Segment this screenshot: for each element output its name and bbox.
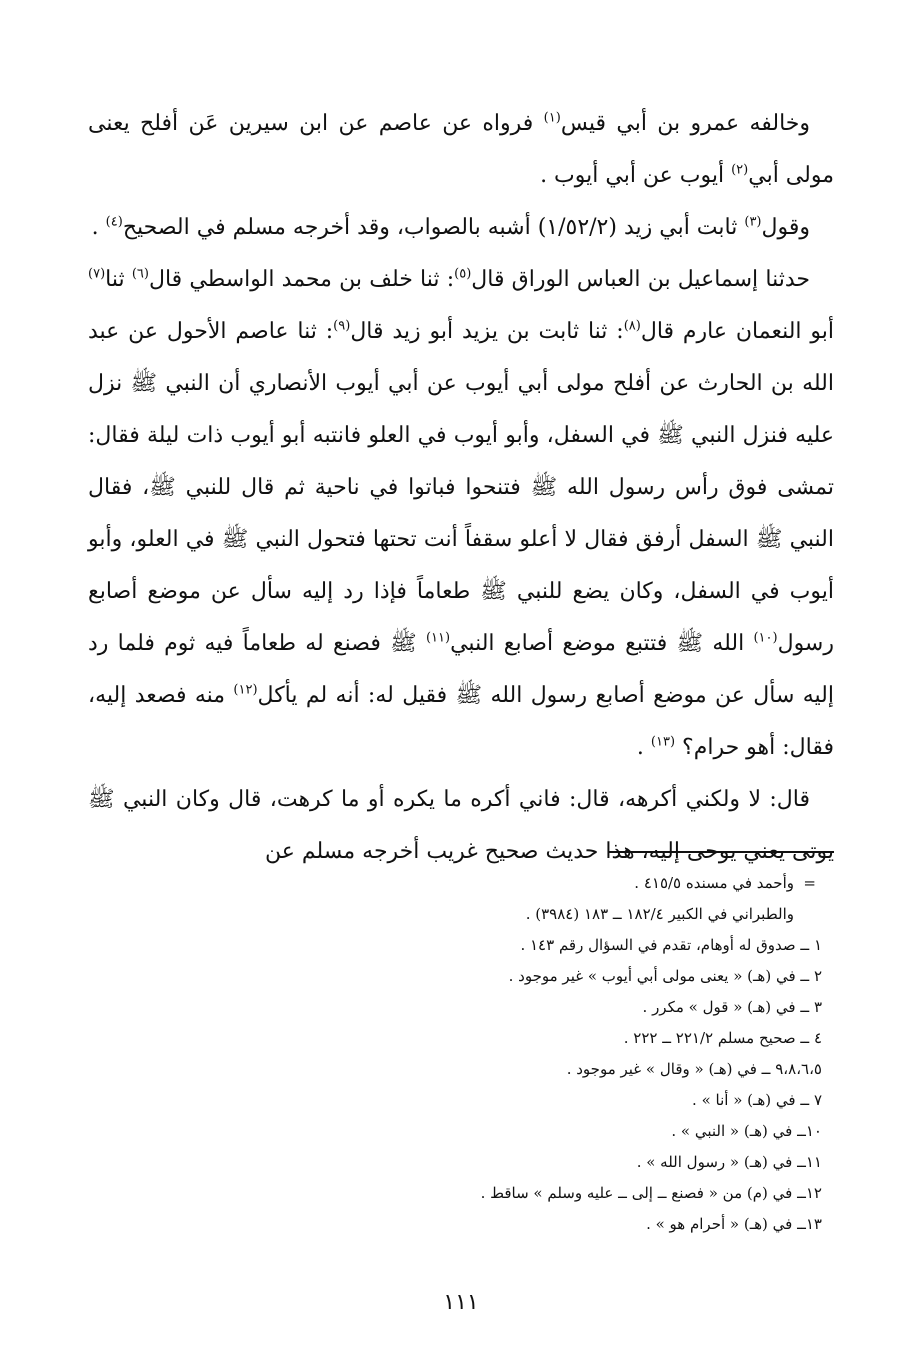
footnote-item: ٩،٨،٦،٥ ــ في (هـ) « وقال » غير موجود . bbox=[566, 1060, 822, 1078]
paragraph-3 bbox=[88, 254, 834, 774]
footnote-ref: (١٠) bbox=[753, 630, 778, 646]
footnote-item: ٧ ــ في (هـ) « أنا » . bbox=[692, 1091, 822, 1109]
text-run: : ثنا ثابت بن يزيد أبو زيد قال bbox=[350, 319, 624, 344]
paragraph-2 bbox=[88, 202, 834, 254]
footnote-ref: (٢) bbox=[731, 162, 749, 178]
footnote-ref: (٦) bbox=[131, 266, 149, 282]
footnote-continuation bbox=[262, 868, 822, 899]
footnote-item: ١١ــ في (هـ) « رسول الله » . bbox=[636, 1153, 822, 1171]
footnote-item: ١٣ــ في (هـ) « أحرام هو » . bbox=[646, 1215, 822, 1233]
text-run: وخالفه عمرو بن أبي قيس bbox=[560, 111, 810, 136]
text-run: فرواه عن عاصم عن ابن سيرين عَن أفلح يعنى مولى أبي bbox=[88, 111, 834, 188]
text-run: وقول bbox=[761, 215, 810, 240]
footnote-ref: (٨) bbox=[623, 318, 641, 334]
footnote-continuation: والطبراني في الكبير ١٨٢/٤ ــ ١٨٣ (٣٩٨٤) . bbox=[525, 905, 794, 923]
text-run: ثابت أبي زيد (١/٥٢/٢) أشبه بالصواب، وقد أخرجه مسلم في الصحيح bbox=[122, 215, 745, 240]
footnote-item: ١ ــ صدوق له أوهام، تقدم في السؤال رقم ١٤٣ . bbox=[520, 936, 822, 954]
text-run: الله ﷺ فتتبع موضع أصابع النبي bbox=[450, 631, 754, 656]
footnote-ref: (٩) bbox=[333, 318, 351, 334]
text-run: أبو النعمان عارم قال bbox=[640, 319, 834, 344]
paragraph-4: قال: لا ولكني أكرهه، قال: فاني أكره ما يكره أو ما كرهت، قال وكان النبي ﷺ يوتى يعني يوحى إليه، هذا حديث صحيح غريب أخرجه مسلم عن bbox=[88, 787, 834, 864]
text-run: ﷺ فصنع له طعاماً فيه ثوم فلما رد إليه سأل عن موضع أصابع رسول الله ﷺ فقيل له: أنه لم يأكل bbox=[88, 631, 834, 708]
footnote-ref: (٧) bbox=[88, 266, 106, 282]
text-run: : ثنا خلف بن محمد الواسطي قال bbox=[148, 267, 455, 292]
footnote-text: وأحمد في مسنده ٤١٥/٥ . bbox=[634, 874, 794, 892]
footnote-ref: (٤) bbox=[105, 214, 123, 230]
text-run: . bbox=[636, 735, 651, 760]
page-number: ١١١ bbox=[443, 1290, 479, 1315]
footnote-divider bbox=[609, 851, 834, 853]
footnote-ref: (٣) bbox=[744, 214, 762, 230]
footnote-ref: (١) bbox=[543, 110, 561, 126]
footnotes bbox=[262, 868, 822, 1240]
footnote-item: ٣ ــ في (هـ) « قول » مكرر . bbox=[642, 998, 822, 1016]
paragraph-1 bbox=[88, 98, 834, 202]
footnote-item: ١٠ــ في (هـ) « النبي » . bbox=[671, 1122, 822, 1140]
continuation-mark: = bbox=[803, 874, 816, 892]
footnote-ref: (١٣) bbox=[650, 734, 676, 750]
footnote-item: ٤ ــ صحيح مسلم ٢٢١/٢ ــ ٢٢٢ . bbox=[623, 1029, 822, 1047]
footnote-ref: (١١) bbox=[425, 630, 451, 646]
text-run: : ثنا عاصم الأحول عن عبد الله بن الحارث عن أفلح مولى أبي أيوب عن أبي أيوب الأنصاري أن النبي ﷺ نزل عليه فنزل النبي ﷺ في السفل، وأبو أيوب في العلو فانتبه أبو أيوب ذات ليلة فقال: تمشى فوق رأس رسول الله ﷺ فتنحوا فباتوا في ناحية ثم قال للنبي ﷺ، فقال النبي ﷺ السفل أرفق فقال لا أعلو سقفاً أنت تحتها فتحول النبي ﷺ في العلو، وأبو أيوب في السفل، وكان يضع للنبي ﷺ طعاماً فإذا رد إليه سأل عن موضع أصابع رسول bbox=[88, 319, 834, 656]
text-run: حدثنا إسماعيل بن العباس الوراق قال bbox=[471, 267, 810, 292]
text-run: ثنا bbox=[105, 267, 132, 292]
footnote-ref: (١٢) bbox=[233, 682, 258, 698]
text-run: . bbox=[91, 215, 106, 240]
text-run: منه فصعد إليه، فقال: أهو حرام؟ bbox=[88, 683, 834, 760]
text-run: أيوب عن أبي أيوب . bbox=[540, 163, 732, 188]
footnote-ref: (٥) bbox=[454, 266, 472, 282]
main-text bbox=[88, 98, 834, 878]
footnote-item: ١٢ــ في (م) من « فصنع ــ إلى ــ عليه وسلم » ساقط . bbox=[480, 1184, 822, 1202]
footnote-item: ٢ ــ في (هـ) « يعنى مولى أبي أيوب » غير موجود . bbox=[508, 967, 822, 985]
